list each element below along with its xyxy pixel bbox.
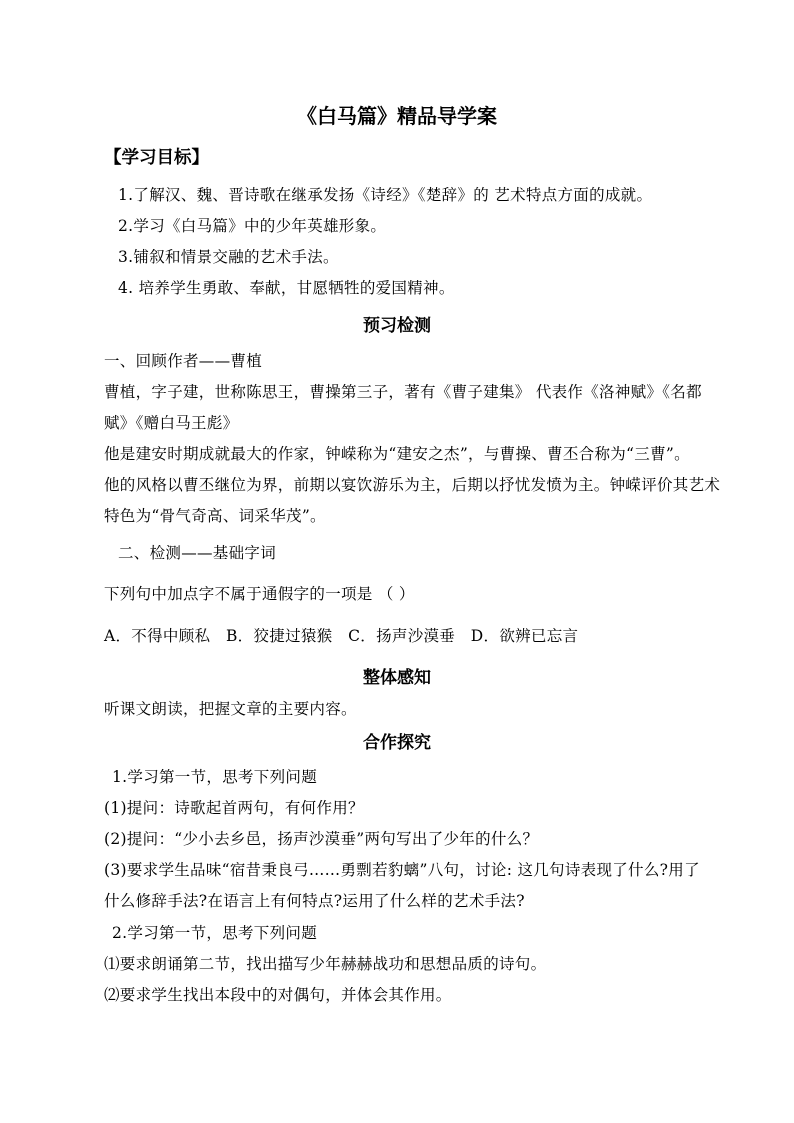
author-paragraph-1-line-1: 曹植，字子建，世称陈思王，曹操第三子，著有《曹子建集》 代表作《洛神赋》《名都 (104, 383, 702, 401)
objective-item-3: 3.铺叙和情景交融的艺术手法。 (118, 248, 339, 266)
author-paragraph-3-line-2: 特色为“骨气奇高、词采华茂”。 (104, 507, 326, 525)
overall-heading: 整体感知 (363, 668, 431, 688)
explore-line-4: (3)要求学生品味“宿昔秉良弓……勇剽若豹螭”八句，讨论: 这几句诗表现了什么?用了 (104, 861, 700, 879)
objectives-heading: 【学习目标】 (104, 148, 209, 168)
document-title: 《白马篇》精品导学案 (297, 104, 497, 128)
test-question: 下列句中加点字不属于通假字的一项是 （ ） (104, 585, 415, 603)
explore-line-2: (1)提问：诗歌起首两句，有何作用？ (104, 799, 364, 817)
explore-line-3: (2)提问：“少小去乡邑，扬声沙漠垂”两句写出了少年的什么？ (104, 830, 539, 848)
explore-line-8: ⑵要求学生找出本段中的对偶句，并体会其作用。 (104, 986, 452, 1004)
objective-item-1: 1.了解汉、魏、晋诗歌在继承发扬《诗经》《楚辞》的 艺术特点方面的成就。 (118, 186, 653, 204)
preview-heading: 预习检测 (363, 316, 431, 336)
objective-item-2: 2.学习《白马篇》中的少年英雄形象。 (118, 217, 387, 235)
objective-item-4: 4. 培养学生勇敢、奉献，甘愿牺牲的爱国精神。 (118, 279, 455, 297)
author-paragraph-2: 他是建安时期成就最大的作家，钟嵘称为“建安之杰”，与曹操、曹丕合称为“三曹”。 (104, 445, 690, 463)
test-options: A．不得中顾私 B．狡捷过猿猴 C．扬声沙漠垂 D．欲辨已忘言 (104, 627, 579, 645)
explore-heading: 合作探究 (363, 733, 431, 753)
author-review-heading: 一、回顾作者——曹植 (104, 352, 263, 370)
vocabulary-test-heading: 二、检测——基础字词 (118, 544, 277, 562)
author-paragraph-3-line-1: 他的风格以曹丕继位为界，前期以宴饮游乐为主，后期以抒忧发愤为主。钟嵘评价其艺术 (104, 476, 721, 494)
explore-line-7: ⑴要求朗诵第二节，找出描写少年赫赫战功和思想品质的诗句。 (104, 955, 547, 973)
explore-line-5: 什么修辞手法?在语言上有何特点?运用了什么样的艺术手法? (104, 892, 525, 910)
overall-text: 听课文朗读，把握文章的主要内容。 (104, 700, 357, 718)
author-paragraph-1-line-2: 赋》《赠白马王彪》 (104, 414, 239, 432)
explore-line-1: 1.学习第一节，思考下列问题 (112, 768, 317, 786)
explore-line-6: 2.学习第一节，思考下列问题 (112, 924, 317, 942)
